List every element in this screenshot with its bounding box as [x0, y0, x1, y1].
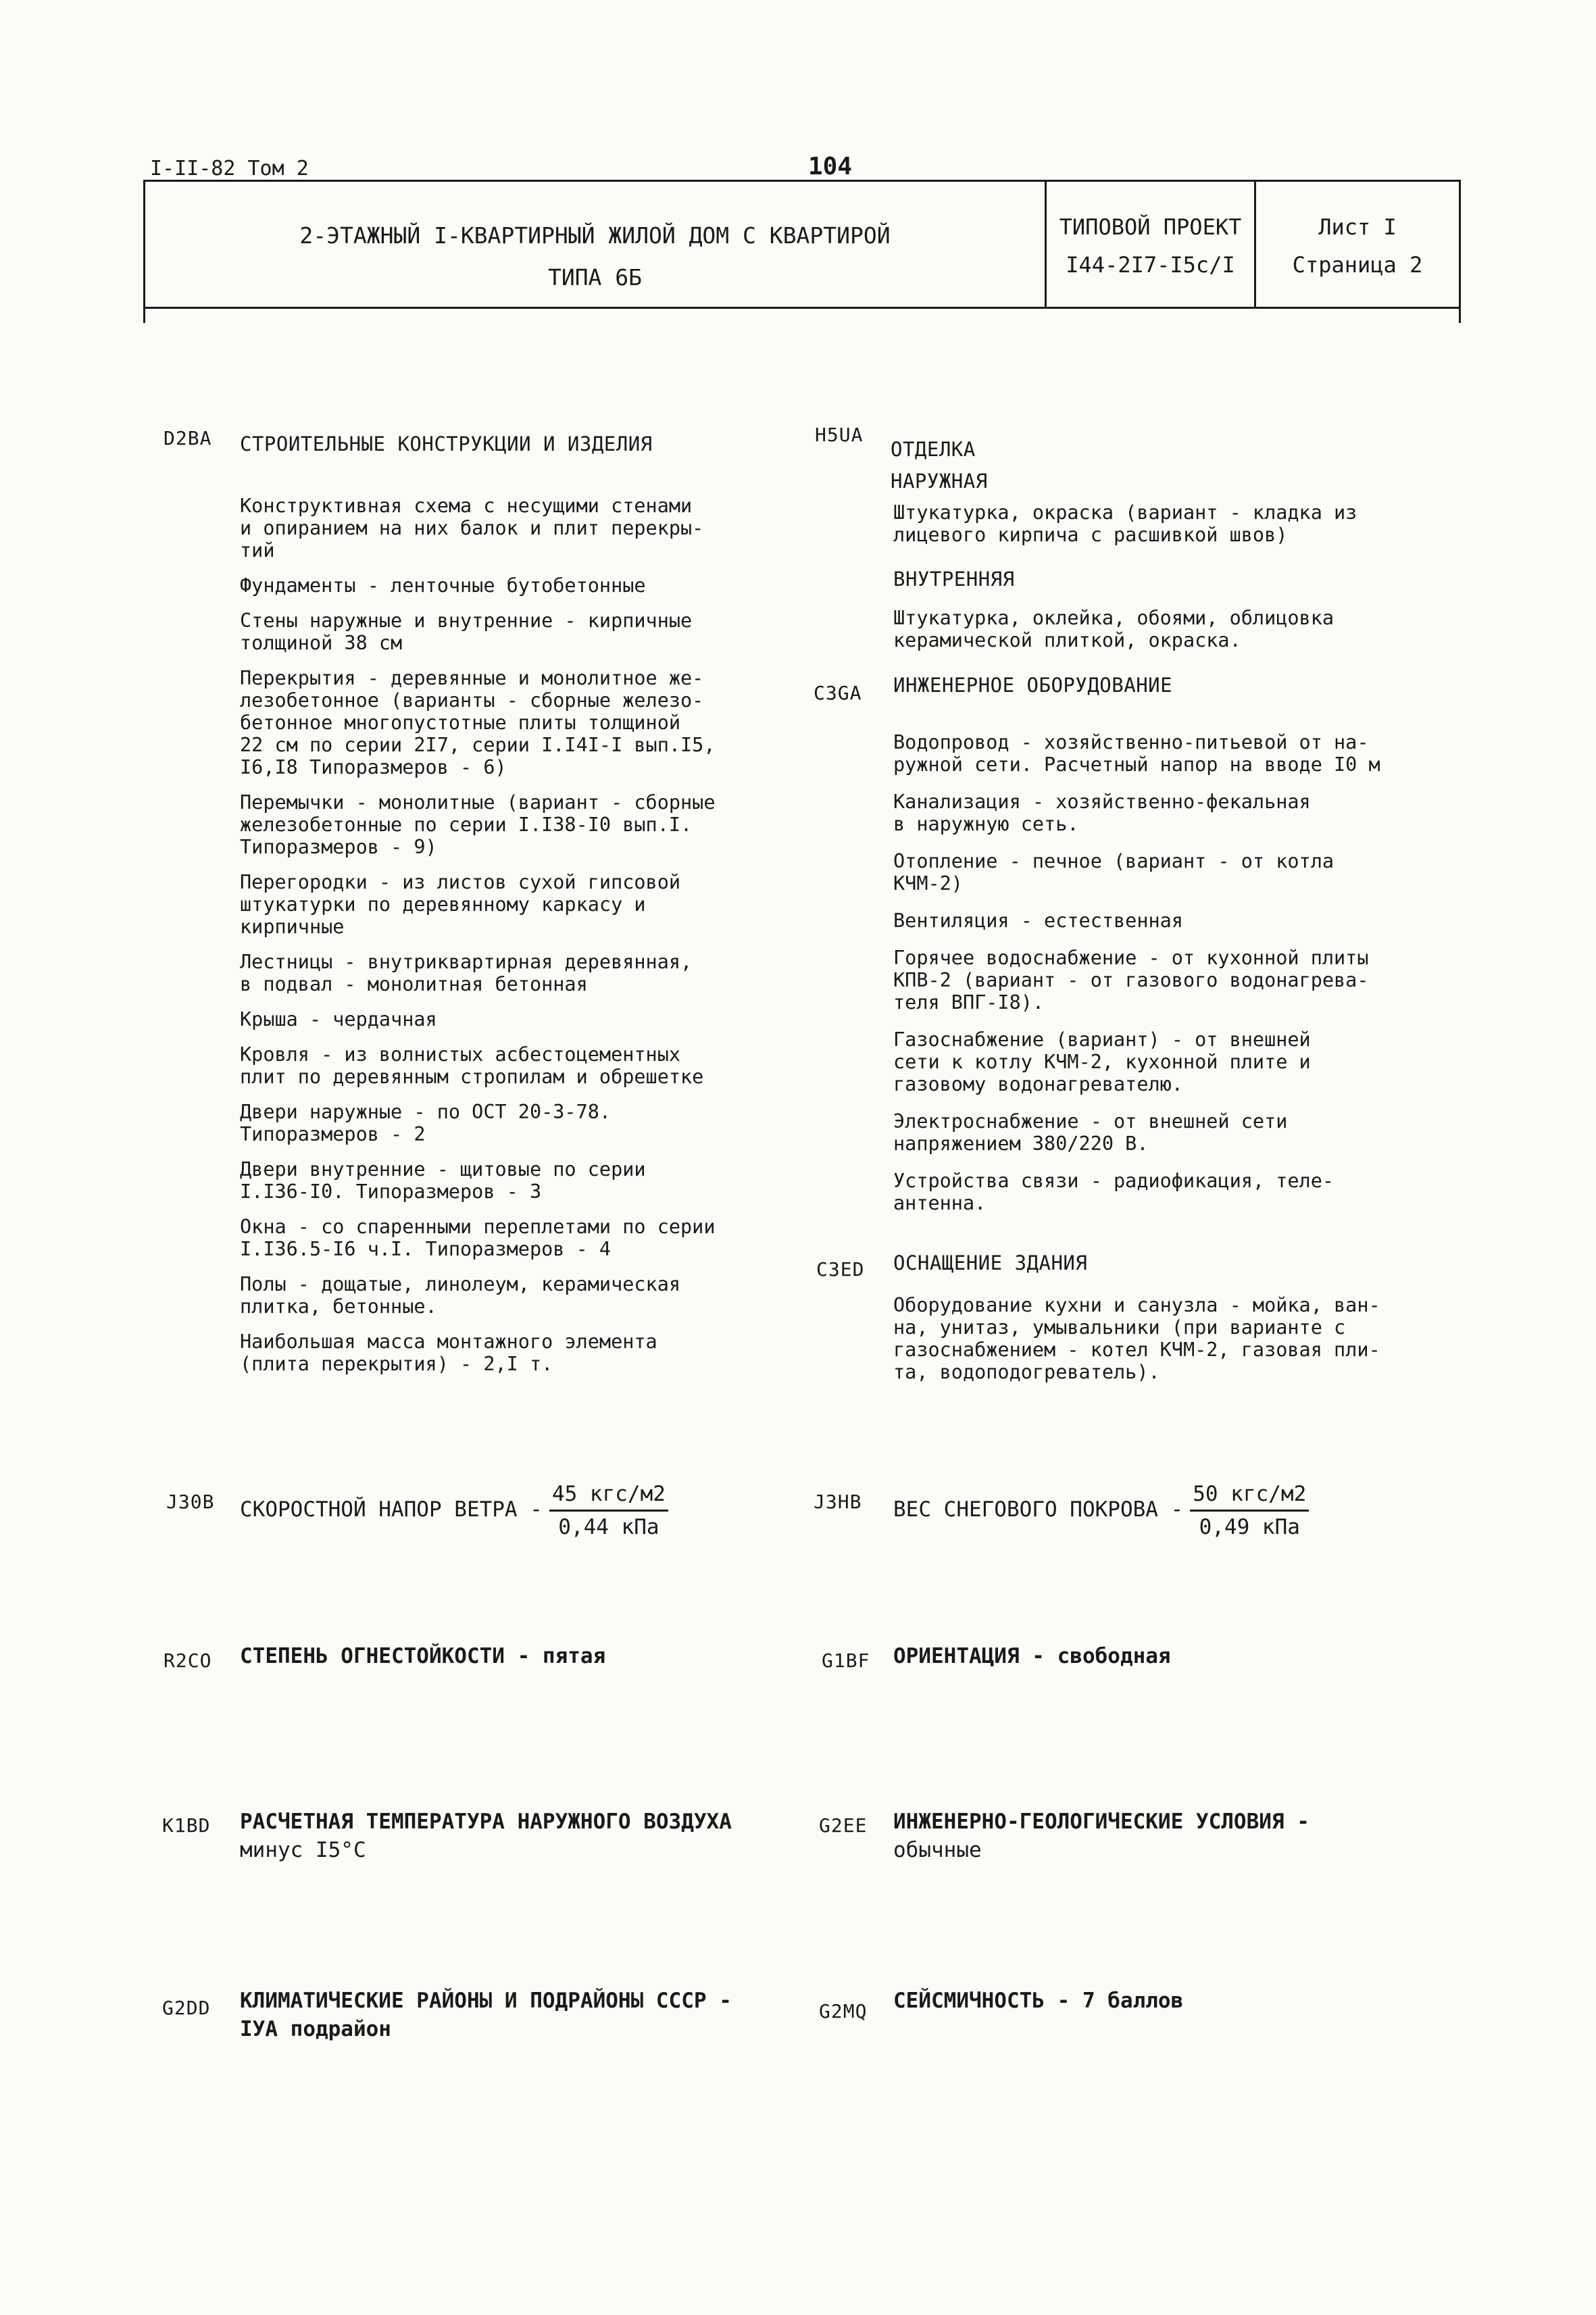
snow-load — [893, 1480, 1447, 1541]
design-temperature — [240, 1808, 794, 1864]
section-heading: ОТДЕЛКА — [891, 438, 976, 461]
project-number: I44-2I7-I5с/I — [1066, 252, 1235, 278]
document-title — [145, 215, 1045, 299]
wind-pressure — [240, 1480, 794, 1541]
spec-paragraph: Перекрытия - деревянные и монолитное же- лезобетонное (варианты - сборные железо- бетонное многопустотные плиты толщиной 22 см по серии 2I7, серии I.I4I-I вып.I5, I6,I8 Типоразмеров - 6) — [240, 667, 716, 778]
page-label: Страница 2 — [1292, 252, 1423, 278]
spec-paragraph: Газоснабжение (вариант) - от внешней сети к котлу КЧМ-2, кухонной плите и газовому водонагревателю. — [893, 1028, 1311, 1095]
spec-paragraph: Крыша - чердачная — [240, 1008, 437, 1030]
section-heading: СТРОИТЕЛЬНЫЕ КОНСТРУКЦИИ И ИЗДЕЛИЯ — [240, 432, 653, 455]
spec-paragraph: Кровля - из волнистых асбестоцементных плит по деревянным стропилам и обрешетке — [240, 1043, 704, 1088]
exterior-text: Штукатурка, окраска (вариант - кладка из лицевого кирпича с расшивкой швов) — [893, 501, 1357, 546]
snow-label: ВЕС СНЕГОВОГО ПОКРОВА - — [893, 1497, 1184, 1522]
sheet-label: Лист I — [1318, 214, 1397, 240]
snow-value-kgs: 50 кгс/м2 — [1190, 1480, 1309, 1512]
spec-paragraph: Отопление - печное (вариант - от котла КЧМ-2) — [893, 850, 1335, 895]
spec-paragraph: Вентиляция - естественная — [893, 910, 1183, 932]
spec-code: G2EE — [819, 1814, 868, 1837]
spec-paragraph: Устройства связи - радиофикация, теле- антенна. — [893, 1170, 1335, 1214]
section-code: C3GA — [814, 682, 862, 704]
wind-value-kgs: 45 кгс/м2 — [549, 1480, 668, 1512]
climate-region — [240, 1987, 794, 2043]
project-cell — [1047, 208, 1254, 284]
climate-label: КЛИМАТИЧЕСКИЕ РАЙОНЫ И ПОДРАЙОНЫ СССР - — [240, 1989, 732, 2013]
spec-paragraph: Электроснабжение - от внешней сети напряжением 380/220 В. — [893, 1110, 1288, 1155]
spec-paragraph: Двери внутренние - щитовые по серии I.I36-I0. Типоразмеров - 3 — [240, 1158, 646, 1203]
seismicity: СЕЙСМИЧНОСТЬ - 7 баллов — [893, 1989, 1184, 2013]
temp-value: минус I5°С — [240, 1838, 366, 1862]
spec-paragraph: Фундаменты - ленточные бутобетонные — [240, 574, 646, 597]
fire-resistance: СТЕПЕНЬ ОГНЕСТОЙКОСТИ - пятая — [240, 1644, 606, 1668]
spec-paragraph: Водопровод - хозяйственно-питьевой от на- ружной сети. Расчетный напор на вводе I0 м — [893, 731, 1380, 776]
subsection-heading: НАРУЖНАЯ — [891, 470, 988, 493]
snow-value-kpa: 0,49 кПа — [1199, 1515, 1300, 1539]
spec-code: G2DD — [162, 1997, 211, 2019]
geo-label: ИНЖЕНЕРНО-ГЕОЛОГИЧЕСКИЕ УСЛОВИЯ - — [893, 1810, 1310, 1834]
wind-value-kpa: 0,44 кПа — [558, 1515, 659, 1539]
section-heading: ИНЖЕНЕРНОЕ ОБОРУДОВАНИЕ — [893, 674, 1173, 697]
title-line-2: ТИПА 6Б — [547, 264, 643, 291]
sheet-cell — [1256, 208, 1459, 284]
spec-paragraph: Конструктивная схема с несущими стенами и опиранием на них балок и плит перекры- тий — [240, 495, 704, 562]
section-heading: ОСНАЩЕНИЕ ЗДАНИЯ — [893, 1251, 1088, 1274]
title-block-rule — [143, 307, 1461, 309]
wind-label: СКОРОСТНОЙ НАПОР ВЕТРА - — [240, 1497, 543, 1522]
spec-paragraph: Канализация - хозяйственно-фекальная в наружную сеть. — [893, 791, 1311, 835]
spec-paragraph: Лестницы - внутриквартирная деревянная, в подвал - монолитная бетонная — [240, 951, 693, 995]
spec-code: G1BF — [822, 1649, 870, 1672]
construction-section — [240, 411, 794, 1375]
orientation: ОРИЕНТАЦИЯ - свободная — [893, 1644, 1171, 1668]
spec-code: G2MQ — [819, 2000, 868, 2022]
section-code: D2BA — [164, 427, 212, 449]
spec-paragraph: Перемычки - монолитные (вариант - сборные железобетонные по серии I.I38-I0 вып.I. Типоразмеров - 9) — [240, 791, 716, 858]
wind-value — [549, 1480, 668, 1541]
title-block-tick — [1459, 308, 1461, 323]
spec-paragraph: Перегородки - из листов сухой гипсовой штукатурки по деревянному каркасу и кирпичные — [240, 871, 681, 938]
title-line-1: 2-ЭТАЖНЫЙ I-КВАРТИРНЫЙ ЖИЛОЙ ДОМ С КВАРТИРОЙ — [299, 222, 891, 249]
geology — [893, 1808, 1447, 1864]
spec-code: J3HB — [814, 1491, 862, 1513]
spec-paragraph: Наибольшая масса монтажного элемента (плита перекрытия) - 2,I т. — [240, 1330, 657, 1375]
engineering-section — [893, 716, 1447, 1214]
spec-paragraph: Горячее водоснабжение - от кухонной плиты КПВ-2 (вариант - от газового водонагрева- теля ВПГ-I8). — [893, 947, 1369, 1014]
series-label: I-II-82 Том 2 — [150, 157, 309, 180]
equipment-text: Оборудование кухни и санузла - мойка, ван- на, унитаз, умывальники (при варианте с газоснабжением - котел КЧМ-2, газовая пли- та, водоподогреватель). — [893, 1294, 1380, 1383]
spec-code: K1BD — [162, 1814, 211, 1837]
spec-paragraph: Полы - дощатые, линолеум, керамическая плитка, бетонные. — [240, 1273, 681, 1318]
spec-paragraph: Стены наружные и внутренние - кирпичные толщиной 38 см — [240, 609, 693, 654]
section-code: C3ED — [816, 1258, 865, 1280]
geo-value: обычные — [893, 1838, 982, 1862]
spec-code: R2CO — [164, 1649, 212, 1672]
section-code: H5UA — [815, 424, 864, 446]
spec-code: J30B — [166, 1491, 215, 1513]
project-label: ТИПОВОЙ ПРОЕКТ — [1059, 214, 1242, 240]
subsection-heading: ВНУТРЕННЯЯ — [893, 568, 1015, 591]
climate-value: IУА подрайон — [240, 2017, 391, 2041]
spec-paragraph: Двери наружные - по ОСТ 20-3-78. Типоразмеров - 2 — [240, 1101, 612, 1145]
temp-label: РАСЧЕТНАЯ ТЕМПЕРАТУРА НАРУЖНОГО ВОЗДУХА — [240, 1810, 732, 1834]
snow-value — [1190, 1480, 1309, 1541]
interior-text: Штукатурка, оклейка, обоями, облицовка керамической плиткой, окраска. — [893, 607, 1335, 651]
page-number: 104 — [808, 153, 853, 180]
spec-paragraph: Окна - со спаренными переплетами по серии I.I36.5-I6 ч.I. Типоразмеров - 4 — [240, 1216, 716, 1260]
title-block-tick — [143, 308, 145, 323]
